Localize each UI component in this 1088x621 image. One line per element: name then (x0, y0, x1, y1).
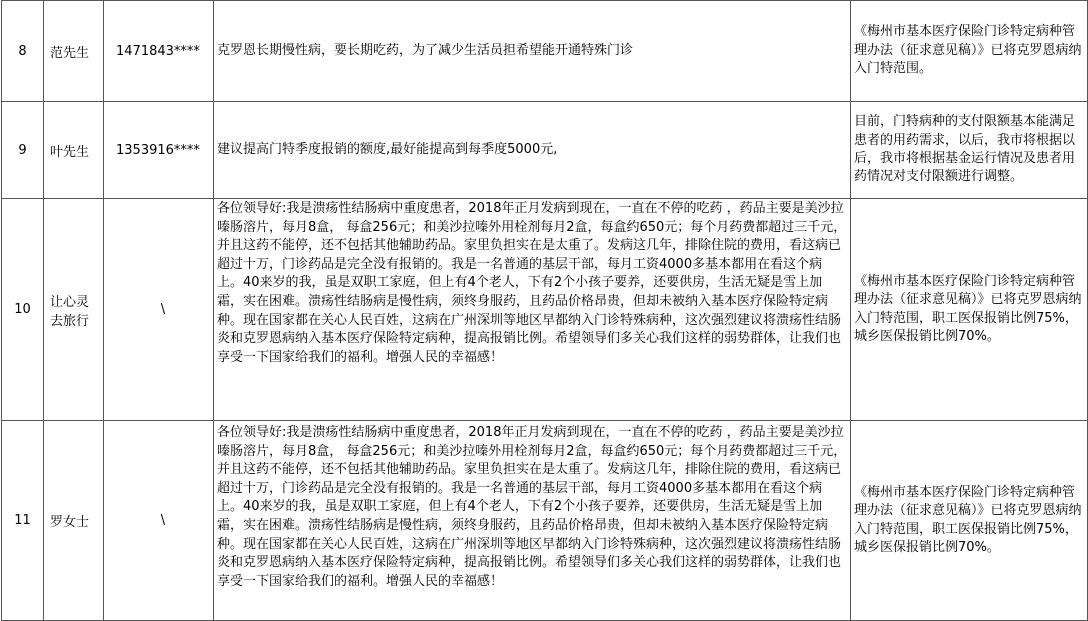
row-number: 8 (2, 1, 44, 102)
suggestion-content: 各位领导好:我是溃疡性结肠病中重度患者，2018年正月发病到现在，一直在不停的吃药 ，药品主要是美沙拉嗪肠溶片，每月8盒， 每盒256元；和美沙拉嗪外用栓剂每月2盒，每盒约650元；每个月药费都超过三千元，并且这药不能停，还不包括其他辅助药品。家里负担实在是太重了。发病这几年，排除住院的费用，看这病已超过十万，门诊药品是完全没有报销的。我是一名普通的基层干部，每月工资4000多基本都用在看这个病上。40来岁的我，虽是双职工家庭，但上有4个老人，下有2个小孩子要养，还要供房，生活无疑是雪上加霜，实在困难。溃疡性结肠病是慢性病，须终身服药，且药品价格昂贵，但却未被纳入基本医疗保险特定病种。现在国家都在关心人民百姓，这病在广州深圳等地区早都纳入门诊特殊病种，这次强烈建议将溃疡性结肠炎和克罗恩病纳入基本医疗保险特定病种，提高报销比例。希望领导们多关心我们这样的弱势群体，让我们也享受一下国家给我们的福利。增强人民的幸福感！ (214, 421, 851, 621)
official-reply: 《梅州市基本医疗保险门诊特定病种管理办法（征求意见稿）》已将克罗恩病纳入门特范围，职工医保报销比例75%，城乡医保报销比例70%。 (851, 199, 1088, 421)
feedback-table (1, 0, 1088, 621)
table-row (2, 421, 1088, 621)
table-row (2, 1, 1088, 102)
row-number: 9 (2, 102, 44, 199)
row-number: 11 (2, 421, 44, 621)
submitter-phone: 1353916**** (104, 102, 214, 199)
submitter-name: 范先生 (44, 1, 104, 102)
table-row (2, 199, 1088, 421)
row-number: 10 (2, 199, 44, 421)
official-reply: 《梅州市基本医疗保险门诊特定病种管理办法（征求意见稿）》已将克罗恩病纳入门特范围，职工医保报销比例75%，城乡医保报销比例70%。 (851, 421, 1088, 621)
submitter-phone: \ (104, 199, 214, 421)
suggestion-content: 克罗恩长期慢性病，要长期吃药，为了减少生活员担希望能开通特殊门诊 (214, 1, 851, 102)
submitter-phone: \ (104, 421, 214, 621)
suggestion-content: 建议提高门特季度报销的额度,最好能提高到每季度5000元, (214, 102, 851, 199)
submitter-name: 让心灵去旅行 (44, 199, 104, 421)
official-reply: 目前，门特病种的支付限额基本能满足患者的用药需求，以后，我市将根据以后，我市将根据基金运行情况及患者用药情况对支付限额进行调整。 (851, 102, 1088, 199)
submitter-name: 叶先生 (44, 102, 104, 199)
official-reply: 《梅州市基本医疗保险门诊特定病种管理办法（征求意见稿）》已将克罗恩病纳入门特范围。 (851, 1, 1088, 102)
suggestion-content: 各位领导好:我是溃疡性结肠病中重度患者，2018年正月发病到现在，一直在不停的吃药 ，药品主要是美沙拉嗪肠溶片，每月8盒， 每盒256元；和美沙拉嗪外用栓剂每月2盒，每盒约650元；每个月药费都超过三千元，并且这药不能停，还不包括其他辅助药品。家里负担实在是太重了。发病这几年，排除住院的费用，看这病已超过十万，门诊药品是完全没有报销的。我是一名普通的基层干部，每月工资4000多基本都用在看这个病上。40来岁的我，虽是双职工家庭，但上有4个老人，下有2个小孩子要养，还要供房，生活无疑是雪上加霜，实在困难。溃疡性结肠病是慢性病，须终身服药，且药品价格昂贵，但却未被纳入基本医疗保险特定病种。现在国家都在关心人民百姓，这病在广州深圳等地区早都纳入门诊特殊病种，这次强烈建议将溃疡性结肠炎和克罗恩病纳入基本医疗保险特定病种，提高报销比例。希望领导们多关心我们这样的弱势群体，让我们也享受一下国家给我们的福利。增强人民的幸福感！ (214, 199, 851, 421)
table-row (2, 102, 1088, 199)
submitter-phone: 1471843**** (104, 1, 214, 102)
submitter-name: 罗女士 (44, 421, 104, 621)
